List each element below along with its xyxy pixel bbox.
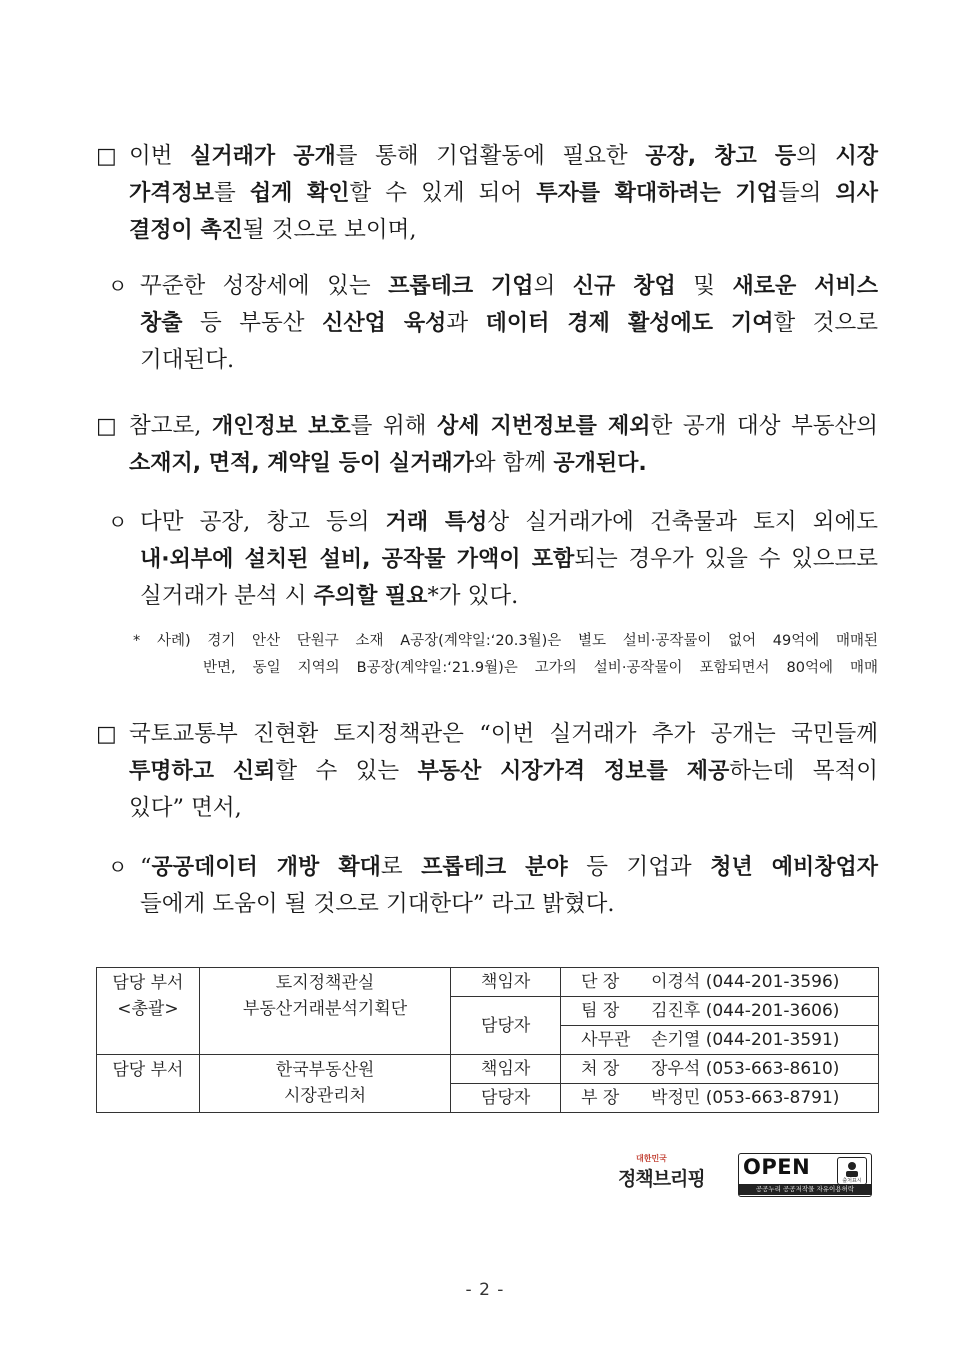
text-line xyxy=(129,408,878,445)
text-run: 할 수 있는 xyxy=(275,758,418,784)
text-run: 를 위해 xyxy=(350,413,438,439)
footnote-line: * 사례) 경기 안산 단원구 소재 A공장(계약일:‘20.3월)은 별도 설비·공작물이 없어 49억에 매매된 xyxy=(133,633,878,649)
logo-main-text: 정책브리핑 xyxy=(618,1168,705,1190)
text-line xyxy=(140,305,878,342)
bold-text-run: 공장, 창고 등 xyxy=(645,144,797,169)
person-cell xyxy=(561,1055,879,1084)
text-run: 실거래가 분석 시 xyxy=(140,583,314,609)
bold-text-run: 실거래가 공개 xyxy=(190,144,336,169)
org-name: 부동산거래분석기획단 xyxy=(242,999,408,1019)
bold-text-run: 신산업 육성 xyxy=(322,311,447,336)
bold-text-run: 청년 예비창업자 xyxy=(710,855,878,880)
square-bullet-icon: □ xyxy=(96,414,117,439)
text-line xyxy=(129,790,878,827)
text-run: 참고로, xyxy=(129,413,212,439)
person-title: 처 장 xyxy=(581,1059,620,1079)
bold-text-run: 가격정보 xyxy=(129,181,215,206)
text-run: 들에게 도움이 될 것으로 기대한다” 라고 밝혔다. xyxy=(140,891,615,917)
page-number: - 2 - xyxy=(465,1280,505,1300)
text-run: 로 xyxy=(380,854,422,880)
person-title: 부 장 xyxy=(581,1088,620,1108)
text-run: 의 xyxy=(533,273,573,299)
bold-text-run: 개인정보 보호 xyxy=(211,414,351,439)
text-line xyxy=(129,716,878,753)
logo-small-text: 대한민국 xyxy=(636,1154,667,1163)
text-line xyxy=(129,138,878,175)
person-contact: 김진후 (044-201-3606) xyxy=(651,1001,840,1021)
footnote xyxy=(133,628,878,682)
text-run: 및 xyxy=(675,273,733,299)
text-run: 과 xyxy=(446,310,486,336)
bold-text-run: 프롭테크 분야 xyxy=(421,855,568,880)
bold-text-run: 소재지, 면적, 계약일 등이 실거래가 xyxy=(129,451,474,476)
text-run: 들의 xyxy=(777,180,836,206)
text-run: 를 통해 기업활동에 필요한 xyxy=(335,143,646,169)
text-run: 하는데 목적이 xyxy=(729,758,878,784)
text-run: 기대된다. xyxy=(140,347,235,373)
bold-text-run: 투명하고 신뢰 xyxy=(129,759,276,784)
org-cell xyxy=(199,1055,450,1113)
person-title: 단 장 xyxy=(581,972,620,992)
person-cell xyxy=(561,997,879,1026)
contact-table xyxy=(96,967,879,1113)
text-run: 될 것으로 보이며, xyxy=(242,217,417,243)
type-label: 출처표시 xyxy=(842,1178,862,1184)
org-name: 한국부동산원 xyxy=(275,1060,375,1080)
text-line xyxy=(140,268,878,305)
paragraph-3 xyxy=(129,408,878,482)
person-cell xyxy=(561,968,879,997)
text-run: “ xyxy=(140,854,152,880)
footer-logos xyxy=(614,1151,872,1201)
text-line xyxy=(140,849,878,886)
dept-sub-label: <총괄> xyxy=(117,999,179,1019)
org-name: 시장관리처 xyxy=(283,1086,367,1106)
bold-text-run: 상세 지번정보를 제외 xyxy=(437,414,651,439)
bold-text-run: 데이터 경제 활성에도 기여 xyxy=(485,311,774,336)
text-line xyxy=(140,886,878,923)
text-line xyxy=(129,753,878,790)
bold-text-run: 창출 xyxy=(140,311,183,336)
circle-bullet-icon: ㅇ xyxy=(108,510,128,534)
bold-text-run: 거래 특성 xyxy=(385,510,488,535)
dept-cell xyxy=(97,1055,200,1113)
text-run: 의 xyxy=(796,143,836,169)
paragraph-5 xyxy=(129,716,878,827)
attribution-type-icon xyxy=(837,1157,867,1185)
text-line xyxy=(140,578,878,615)
text-run: 되는 경우가 있을 수 있으므로 xyxy=(574,546,879,572)
role-cell: 책임자 xyxy=(451,968,561,997)
text-run: 를 xyxy=(214,180,250,206)
text-run: 다만 공장, 창고 등의 xyxy=(140,509,386,535)
person-title: 팀 장 xyxy=(581,1001,620,1021)
bold-text-run: 내·외부에 설치된 설비, 공작물 가액이 포함 xyxy=(140,547,575,572)
text-line xyxy=(129,175,878,212)
paragraph-1 xyxy=(129,138,878,249)
circle-bullet-icon: ㅇ xyxy=(108,855,128,879)
role-cell: 담당자 xyxy=(451,1084,561,1113)
person-contact: 장우석 (053-663-8610) xyxy=(651,1059,840,1079)
bold-text-run: 투자를 확대하려는 기업 xyxy=(536,181,778,206)
bold-text-run: 새로운 서비스 xyxy=(732,274,879,299)
bold-text-run: 시장 xyxy=(835,144,879,169)
text-run: 등 기업과 xyxy=(567,854,711,880)
text-line xyxy=(140,342,878,379)
org-cell xyxy=(199,968,450,1055)
person-contact: 손기열 (044-201-3591) xyxy=(651,1030,840,1050)
bold-text-run: 의사 xyxy=(835,181,879,206)
korea-policy-briefing-logo xyxy=(614,1151,726,1201)
open-caption: 공공누리 공공저작물 자유이용허락 xyxy=(739,1184,871,1195)
text-line xyxy=(129,212,878,249)
kogl-open-badge xyxy=(738,1153,872,1197)
bold-text-run: 공개된다. xyxy=(553,451,647,476)
text-run: 꾸준한 성장세에 있는 xyxy=(140,273,389,299)
text-run: 할 수 있게 되어 xyxy=(349,180,537,206)
text-run: 등 부동산 xyxy=(182,310,323,336)
text-run: 이번 xyxy=(129,143,191,169)
text-run: 한 공개 대상 부동산의 xyxy=(650,413,879,439)
footnote-line: 반면, 동일 지역의 B공장(계약일:‘21.9월)은 고가의 설비·공작물이 포함되면서 80억에 매매 xyxy=(203,660,878,676)
bold-text-run: 프롭테크 기업 xyxy=(388,274,534,299)
paragraph-4 xyxy=(140,504,878,615)
paragraph-6 xyxy=(140,849,878,923)
bold-text-run: 결정이 촉진 xyxy=(129,218,243,243)
text-line xyxy=(140,541,878,578)
bold-text-run: 주의할 필요 xyxy=(313,584,428,609)
text-run: 국토교통부 진현환 토지정책관은 “이번 실거래가 추가 공개는 국민들께 xyxy=(129,721,878,747)
text-run: 있다” 면서, xyxy=(129,795,242,821)
person-contact: 이경석 (044-201-3596) xyxy=(651,972,840,992)
bold-text-run: 부동산 시장가격 정보를 제공 xyxy=(417,759,730,784)
person-contact: 박정민 (053-663-8791) xyxy=(651,1088,840,1108)
bold-text-run: 신규 창업 xyxy=(572,274,676,299)
open-label: OPEN xyxy=(743,1155,811,1179)
text-line xyxy=(140,504,878,541)
dept-label: 담당 부서 xyxy=(112,973,184,993)
person-cell xyxy=(561,1026,879,1055)
paragraph-2 xyxy=(140,268,878,379)
dept-label: 담당 부서 xyxy=(112,1060,184,1080)
bold-text-run: 쉽게 확인 xyxy=(249,181,350,206)
org-name: 토지정책관실 xyxy=(275,973,375,993)
text-run: 와 함께 xyxy=(473,450,554,476)
role-cell: 담당자 xyxy=(451,997,561,1055)
person-title: 사무관 xyxy=(581,1030,631,1050)
text-run: 할 것으로 xyxy=(773,310,879,336)
dept-cell xyxy=(97,968,200,1055)
person-cell xyxy=(561,1084,879,1113)
text-line xyxy=(129,445,878,482)
role-cell: 책임자 xyxy=(451,1055,561,1084)
text-run: 상 실거래가에 건축물과 토지 외에도 xyxy=(487,509,878,535)
text-run: *가 있다. xyxy=(427,583,519,609)
square-bullet-icon: □ xyxy=(96,144,117,169)
bold-text-run: 공공데이터 개방 확대 xyxy=(151,855,381,880)
circle-bullet-icon: ㅇ xyxy=(108,274,128,298)
square-bullet-icon: □ xyxy=(96,722,117,747)
